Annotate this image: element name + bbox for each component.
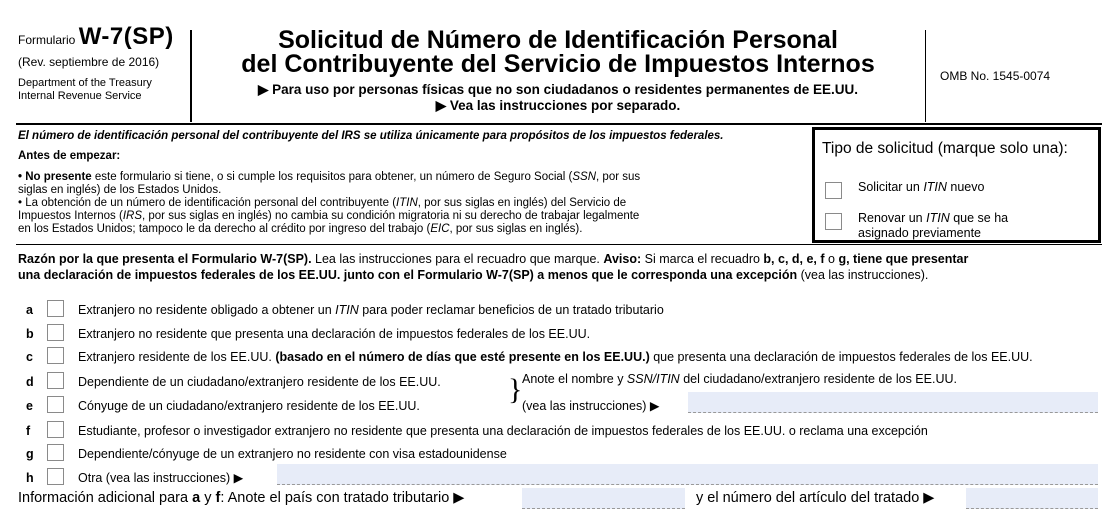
new-itin-checkbox[interactable] xyxy=(825,182,842,199)
subtitle-line2: ▶ Vea las instrucciones por separado. xyxy=(435,98,681,113)
additional-text: Información adicional para xyxy=(18,490,193,506)
de-note-line2: (vea las instrucciones) ▶ xyxy=(522,399,660,413)
reason-line2-end: (vea las instrucciones). xyxy=(797,268,929,282)
option-a-label xyxy=(78,302,664,318)
brace-de: } xyxy=(508,373,523,406)
letter-e: e xyxy=(26,399,33,413)
option-c-text-b: que presenta una declaración de impuestos federales de los EE.UU. xyxy=(649,350,1033,364)
option-c-bold: (basado en el número de días que esté presente en los EE.UU.) xyxy=(275,350,650,364)
bullet1-line2: siglas en inglés) de los Estados Unidos. xyxy=(18,184,222,196)
before-heading: Antes de empezar: xyxy=(18,150,121,162)
other-reason-field[interactable] xyxy=(277,464,1098,485)
option-c-label xyxy=(78,349,1033,365)
reason-text: Lea las instrucciones para el recuadro que marque. xyxy=(311,252,604,266)
reason-aviso: Aviso: xyxy=(603,252,642,266)
renew-itin-text-b: que se ha xyxy=(949,211,1009,225)
department-line2: Internal Revenue Service xyxy=(18,90,142,102)
form-id-block xyxy=(18,23,190,103)
title-line2: del Contribuyente del Servicio de Impuestos Internos xyxy=(241,50,875,78)
letter-f: f xyxy=(26,424,31,438)
bullet1-ssn: SSN xyxy=(572,171,597,183)
bullet2-itin: ITIN xyxy=(396,197,418,209)
treaty-article-label: y el número del artículo del tratado ▶ xyxy=(696,490,935,506)
renew-itin-line2: asignado previamente xyxy=(858,226,981,240)
reason-letters: b, c, d, e, f xyxy=(763,252,825,266)
citizen-name-ssn-field[interactable] xyxy=(688,392,1098,413)
additional-info-label xyxy=(18,490,464,506)
new-itin-text: Solicitar un xyxy=(858,180,924,194)
additional-y: y xyxy=(200,490,216,506)
new-itin-itin: ITIN xyxy=(923,180,947,194)
checkbox-e[interactable] xyxy=(47,396,64,413)
reason-line2: una declaración de impuestos federales de los EE.UU. junto con el Formulario W-7(SP) a menos que le corresponda una excepción xyxy=(18,268,798,282)
header-rule xyxy=(16,123,1102,125)
option-h-label: Otra (vea las instrucciones) ▶ xyxy=(78,471,244,485)
reason-heading xyxy=(18,251,968,283)
de-note-line1 xyxy=(522,372,957,386)
irs-notice: El número de identificación personal del contribuyente del IRS se utiliza únicamente para propósitos de los impuestos federales. xyxy=(18,130,724,142)
option-a-text-b: para poder reclamar beneficios de un tratado tributario xyxy=(358,303,664,317)
form-prefix: Formulario xyxy=(18,33,76,47)
title-line1: Solicitud de Número de Identificación Personal xyxy=(278,26,838,54)
reason-aviso-text: Si marca el recuadro xyxy=(641,252,764,266)
department-line1: Department of the Treasury xyxy=(18,77,152,89)
option-c-text: Extranjero residente de los EE.UU. xyxy=(78,350,276,364)
subtitle-line1: ▶ Para uso por personas físicas que no son ciudadanos o residentes permanentes de EE.UU. xyxy=(257,82,859,97)
omb-number: OMB No. 1545-0074 xyxy=(940,69,1051,83)
additional-f: f xyxy=(215,490,221,506)
application-type-box xyxy=(812,127,1101,243)
option-g-label: Dependiente/cónyuge de un extranjero no residente con visa estadounidense xyxy=(78,447,507,461)
application-type-title: Tipo de solicitud (marque solo una): xyxy=(822,140,1068,157)
treaty-article-field[interactable] xyxy=(966,488,1098,509)
option-d-label: Dependiente de un ciudadano/extranjero residente de los EE.UU. xyxy=(78,375,441,389)
checkbox-d[interactable] xyxy=(47,372,64,389)
renew-itin-checkbox[interactable] xyxy=(825,213,842,230)
bullet1-text: este formulario si tiene, o si cumple los requisitos para obtener, un número de Seguro Social ( xyxy=(91,171,573,183)
bullet2-line2: Impuestos Internos ( xyxy=(18,210,123,222)
checkbox-h[interactable] xyxy=(47,468,64,485)
bullet1-text-b: , por sus xyxy=(596,171,641,183)
bullet2-line3: en los Estados Unidos; tampoco le da derecho al crédito por ingreso del trabajo ( xyxy=(18,223,431,235)
checkbox-b[interactable] xyxy=(47,324,64,341)
checkbox-c[interactable] xyxy=(47,347,64,364)
checkbox-f[interactable] xyxy=(47,421,64,438)
bullet2-eic: EIC xyxy=(430,223,450,235)
reason-g: g, tiene que presentar xyxy=(838,252,969,266)
form-number: W-7(SP) xyxy=(78,23,174,50)
renew-itin-text: Renovar un xyxy=(858,211,927,225)
treaty-country-field[interactable] xyxy=(522,488,685,509)
letter-c: c xyxy=(26,350,33,364)
letter-d: d xyxy=(26,375,34,389)
renew-itin-label xyxy=(858,211,1088,241)
header-divider-right xyxy=(925,30,926,122)
additional-text-b: : Anote el país con tratado tributario ▶ xyxy=(220,490,465,506)
bullet2-text-b: , por sus siglas en inglés) del Servicio de xyxy=(417,197,627,209)
reason-lead: Razón por la que presenta el Formulario W-7(SP). xyxy=(18,252,312,266)
option-a-text: Extranjero no residente obligado a obtener un xyxy=(78,303,336,317)
checkbox-a[interactable] xyxy=(47,300,64,317)
intro-rule xyxy=(16,244,1102,245)
option-a-itin: ITIN xyxy=(335,303,359,317)
bullet2-irs: IRS xyxy=(122,210,142,222)
bullet2-line2-b: , por sus siglas en inglés) no cambia su condición migratoria ni su derecho de trabajar legalmente xyxy=(142,210,640,222)
letter-h: h xyxy=(26,471,34,485)
letter-g: g xyxy=(26,447,34,461)
bullet2-line3-b: , por sus siglas en inglés). xyxy=(449,223,583,235)
additional-a: a xyxy=(192,490,201,506)
bullet-1 xyxy=(18,171,808,236)
option-e-label: Cónyuge de un ciudadano/extranjero residente de los EE.UU. xyxy=(78,399,420,413)
new-itin-text-b: nuevo xyxy=(946,180,985,194)
renew-itin-itin: ITIN xyxy=(926,211,950,225)
bullet1-bold: • No presente xyxy=(18,171,92,183)
de-note-text-b: del ciudadano/extranjero residente de los EE.UU. xyxy=(679,372,957,386)
letter-a: a xyxy=(26,303,33,317)
department xyxy=(18,77,190,103)
new-itin-label xyxy=(858,180,1088,195)
bullet2-text: • La obtención de un número de identificación personal del contribuyente ( xyxy=(18,197,397,209)
de-note-text: Anote el nombre y xyxy=(522,372,627,386)
letter-b: b xyxy=(26,327,34,341)
option-f-label: Estudiante, profesor o investigador extranjero no residente que presenta una declaración de impuestos federales de los EE.UU. o reclama una excepción xyxy=(78,424,928,438)
de-note-ssn: SSN/ITIN xyxy=(626,372,680,386)
checkbox-g[interactable] xyxy=(47,444,64,461)
form-title xyxy=(192,28,924,114)
option-b-label: Extranjero no residente que presenta una declaración de impuestos federales de los EE.UU. xyxy=(78,327,591,341)
reason-o: o xyxy=(824,252,839,266)
revision-date: (Rev. septiembre de 2016) xyxy=(18,55,160,69)
